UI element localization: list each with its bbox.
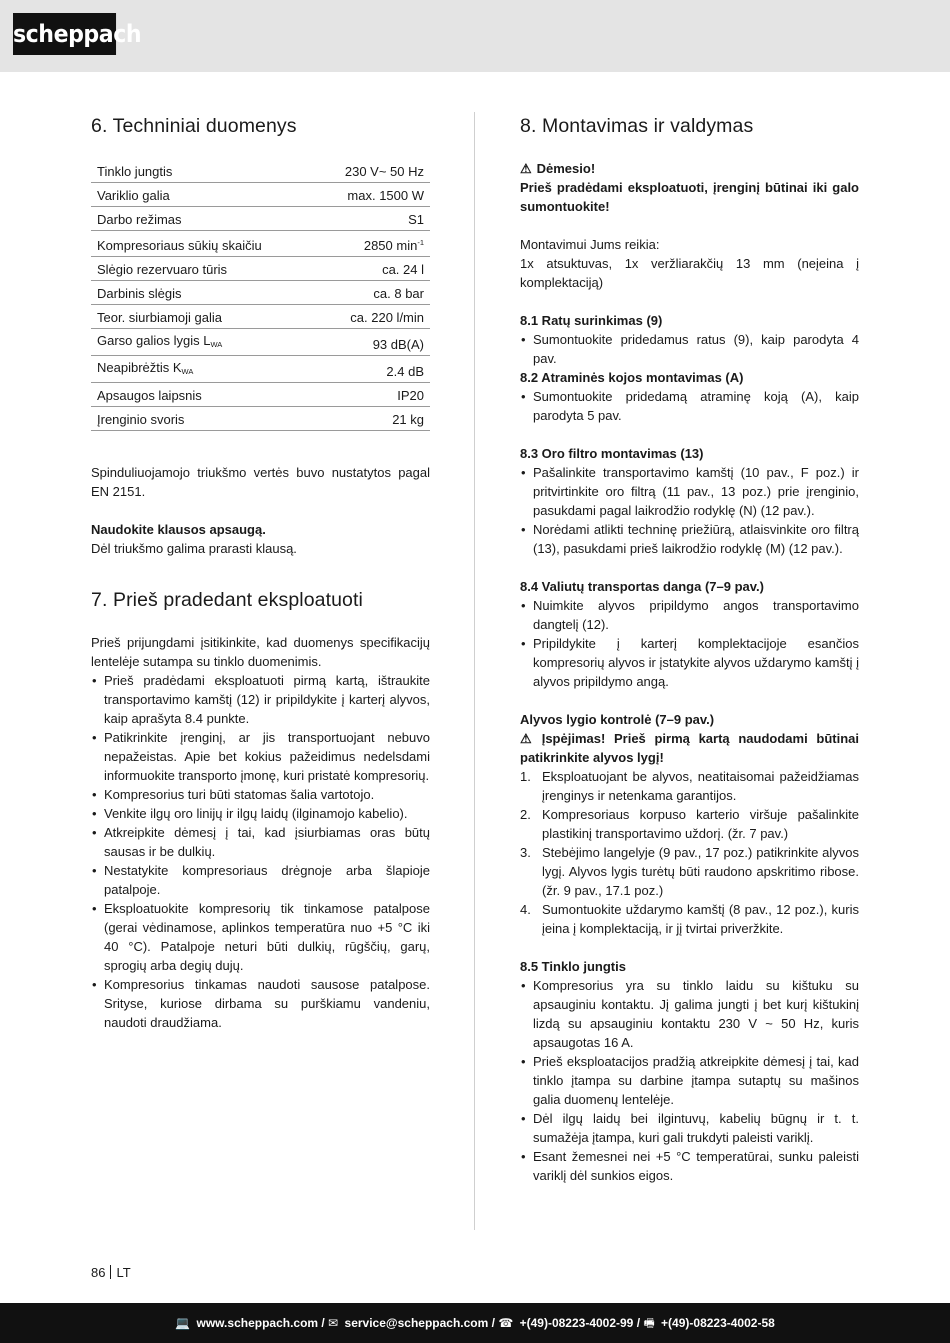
page-number <box>91 1265 131 1280</box>
oil-warning-text: Įspėjimas! Prieš pirmą kartą naudodami būtinai patikrinkite alyvos lygį! <box>520 731 859 765</box>
spec-label: Tinklo jungtis <box>91 159 315 183</box>
spec-value: 93 dB(A) <box>315 329 430 356</box>
oil-level-warning <box>520 729 859 767</box>
ear-protection-title: Naudokite klausos apsaugą. <box>91 522 266 537</box>
specs-table <box>91 159 430 431</box>
list-item: • Pašalinkite transportavimo kamštį (10 pav., F poz.) ir pritvirtinkite oro filtrą (11 pav., 13 poz.) prie įrenginio, pasukdami pagal laikrodžio rodyklę (N) (12 pav.). <box>520 463 859 520</box>
noise-note: Spinduliuojamojo triukšmo vertės buvo nustatytos pagal EN 2151. <box>91 465 430 499</box>
spec-label: Neapibrėžtis $K_{WA}$ <box>91 356 315 383</box>
spec-value: 230 V~ 50 Hz <box>315 159 430 183</box>
spec-value: S1 <box>315 207 430 231</box>
spec-label: Darbinis slėgis <box>91 281 315 305</box>
s84-list <box>520 596 859 691</box>
spec-value: ca. 220 l/min <box>315 305 430 329</box>
warning-heading <box>520 159 859 178</box>
spec-label: Įrenginio svoris <box>91 407 315 431</box>
spec-row <box>91 231 430 257</box>
item-text: Stebėjimo langelyje (9 pav., 17 poz.) patikrinkite alyvos lygį. Alyvos lygis turėtų būti raudono apskritimo ribose. (žr. 9 pav., 17.1 poz.) <box>542 845 859 898</box>
footer-email[interactable]: service@scheppach.com / <box>344 1316 495 1330</box>
list-item: • Sumontuokite pridedamus ratus (9), kaip parodyta 4 pav. <box>520 330 859 368</box>
spec-label: Kompresoriaus sūkių skaičiu <box>91 231 315 257</box>
spec-value: 2.4 dB <box>315 356 430 383</box>
spec-row <box>91 281 430 305</box>
list-item: • Norėdami atlikti techninę priežiūrą, atlaisvinkite oro filtrą (13), pasukdami prieš laikrodžio rodyklę (M) (12 pav.). <box>520 520 859 558</box>
list-item: • Nuimkite alyvos pripildymo angos transportavimo dangtelį (12). <box>520 596 859 634</box>
s81-title: 8.1 Ratų surinkimas (9) <box>520 313 663 328</box>
numbered-item <box>520 805 859 843</box>
spec-value: IP20 <box>315 383 430 407</box>
computer-icon: 💻 <box>175 1316 191 1330</box>
list-item: • Venkite ilgų oro linijų ir ilgų laidų (ilginamojo kabelio). <box>91 804 430 823</box>
spec-row <box>91 407 430 431</box>
footer-fax: +(49)-08223-4002-58 <box>661 1316 775 1330</box>
spec-row <box>91 207 430 231</box>
item-number: 2. <box>520 807 531 822</box>
spec-label: Variklio galia <box>91 183 315 207</box>
s84-title: 8.4 Valiutų transportas danga (7–9 pav.) <box>520 579 764 594</box>
list-item: • Kompresorius tinkamas naudoti sausose patalpose. Srityse, kuriose dirbama su purškiamu vandeniu, naudoti draudžiama. <box>91 975 430 1032</box>
numbered-item <box>520 900 859 938</box>
footer-phone: +(49)-08223-4002-99 / <box>519 1316 641 1330</box>
warning-text: Prieš pradėdami eksploatuoti, įrenginį būtinai iki galo sumontuokite! <box>520 180 859 214</box>
list-item: • Kompresorius yra su tinklo laidu su kištuku su apsauginiu kontaktu. Jį galima jungti į bet kurį kištukinį lizdą su apsauginiu kontaktu 230 V ~ 50 Hz, kuris apsaugotas 16 A. <box>520 976 859 1052</box>
list-item: • Sumontuokite pridedamą atraminę koją (A), kaip parodyta 5 pav. <box>520 387 859 425</box>
ear-protection-text: Dėl triukšmo galima prarasti klausą. <box>91 541 297 556</box>
list-item: • Esant žemesnei nei +5 °C temperatūrai, sunku paleisti variklį dėl sunkios eigos. <box>520 1147 859 1185</box>
oil-level-list <box>520 767 859 938</box>
list-item: • Prieš eksploatacijos pradžią atkreipkite dėmesį į tai, kad tinklo įtampa su darbine įtampa sutaptų su mašinos galia duomenų lentelėje. <box>520 1052 859 1109</box>
s82-title: 8.2 Atraminės kojos montavimas (A) <box>520 370 744 385</box>
column-divider <box>474 112 475 1230</box>
tools-intro: Montavimui Jums reikia: <box>520 237 660 252</box>
spec-value: ca. 8 bar <box>315 281 430 305</box>
spec-row <box>91 159 430 183</box>
item-number: 4. <box>520 902 531 917</box>
page-number-separator <box>110 1265 111 1279</box>
list-item: • Nestatykite kompresoriaus drėgnoje arba šlapioje patalpoje. <box>91 861 430 899</box>
list-item: • Dėl ilgų laidų bei ilgintuvų, kabelių būgnų ir t. t. sumažėja įtampa, kuri gali trukdyti paleisti variklį. <box>520 1109 859 1147</box>
spec-row <box>91 383 430 407</box>
list-item: • Patikrinkite įrenginį, ar jis transportuojant nebuvo nepažeistas. Apie bet kokius pažeidimus nedelsdami informuokite transporto įmonę, kuri pristatė kompresorių. <box>91 728 430 785</box>
s83-title: 8.3 Oro filtro montavimas (13) <box>520 446 704 461</box>
phone-icon: ☎ <box>498 1316 514 1330</box>
scheppach-logo: scheppach <box>13 13 116 55</box>
spec-value: 2850 $\min^{-1}$ <box>315 231 430 257</box>
spec-row <box>91 257 430 281</box>
warning-icon: ⚠ <box>520 161 532 176</box>
s81-list <box>520 330 859 368</box>
tools-text: 1x atsuktuvas, 1x veržliarakčių 13 mm (neįeina į komplektaciją) <box>520 256 859 290</box>
s85-title: 8.5 Tinklo jungtis <box>520 959 626 974</box>
warning-title: Dėmesio! <box>536 161 596 176</box>
item-text: Kompresoriaus korpuso karterio viršuje pašalinkite plastikinį transportavimo uždorį. (žr. 7 pav.) <box>542 807 859 841</box>
item-text: Eksploatuojant be alyvos, neatitaisomai pažeidžiamas įrenginys ir netenkama garantijos. <box>542 769 859 803</box>
list-item: • Pripildykite į karterį komplektacijoje esančios kompresorių alyvos ir įstatykite alyvos uždarymo kamštį į alyvos pripildymo angą. <box>520 634 859 691</box>
spec-value: max. 1500 W <box>315 183 430 207</box>
spec-label: Slėgio rezervuaro tūris <box>91 257 315 281</box>
spec-row <box>91 329 430 356</box>
warning-icon: ⚠ <box>520 731 532 746</box>
footer-website[interactable]: www.scheppach.com / <box>196 1316 325 1330</box>
s85-list <box>520 976 859 1185</box>
list-item: • Atkreipkite dėmesį į tai, kad įsiurbiamas oras būtų sausas ir be dulkių. <box>91 823 430 861</box>
numbered-item <box>520 767 859 805</box>
spec-row <box>91 356 430 383</box>
item-number: 3. <box>520 845 531 860</box>
s82-list <box>520 387 859 425</box>
list-item: • Kompresorius turi būti statomas šalia vartotojo. <box>91 785 430 804</box>
spec-label: Teor. siurbiamoji galia <box>91 305 315 329</box>
page-number-value: 86 <box>91 1265 106 1280</box>
list-item: • Eksploatuokite kompresorių tik tinkamose patalpose (gerai vėdinamose, aplinkos temperatūra nuo +5 °C iki 40 °C). Patalpoje neturi būti dulkių, rūgščių, garų, sprogių arba degių dujų. <box>91 899 430 975</box>
spec-label: Darbo režimas <box>91 207 315 231</box>
section-7-title: 7. Prieš pradedant eksploatuoti <box>91 589 363 611</box>
spec-value: ca. 24 l <box>315 257 430 281</box>
oil-level-title: Alyvos lygio kontrolė (7–9 pav.) <box>520 712 715 727</box>
spec-row <box>91 305 430 329</box>
spec-label: Garso galios lygis $L_{WA}$ <box>91 329 315 356</box>
item-number: 1. <box>520 769 531 784</box>
spec-row <box>91 183 430 207</box>
page-language: LT <box>116 1265 131 1280</box>
right-column <box>520 112 859 1185</box>
section-8-title: 8. Montavimas ir valdymas <box>520 115 754 137</box>
header-bar <box>0 0 950 72</box>
item-text: Sumontuokite uždarymo kamštį (8 pav., 12 poz.), kuris įeina į komplektaciją, ir jį tvirtai priveržkite. <box>542 902 859 936</box>
mail-icon: ✉ <box>328 1316 339 1330</box>
left-column <box>91 112 430 1032</box>
spec-label: Apsaugos laipsnis <box>91 383 315 407</box>
section-7-intro: Prieš prijungdami įsitikinkite, kad duomenys specifikacijų lentelėje sutampa su tinklo duomenimis. <box>91 635 430 669</box>
numbered-item <box>520 843 859 900</box>
section-7-list <box>91 671 430 1032</box>
spec-value: 21 kg <box>315 407 430 431</box>
fax-icon: 🖷 <box>643 1316 655 1330</box>
section-6-title: 6. Techniniai duomenys <box>91 115 297 137</box>
footer-bar <box>0 1303 950 1343</box>
list-item: • Prieš pradėdami eksploatuoti pirmą kartą, ištraukite transportavimo kamštį (12) ir pripildykite į karterį alyvos, kaip aprašyta 8.4 punkte. <box>91 671 430 728</box>
s83-list <box>520 463 859 558</box>
